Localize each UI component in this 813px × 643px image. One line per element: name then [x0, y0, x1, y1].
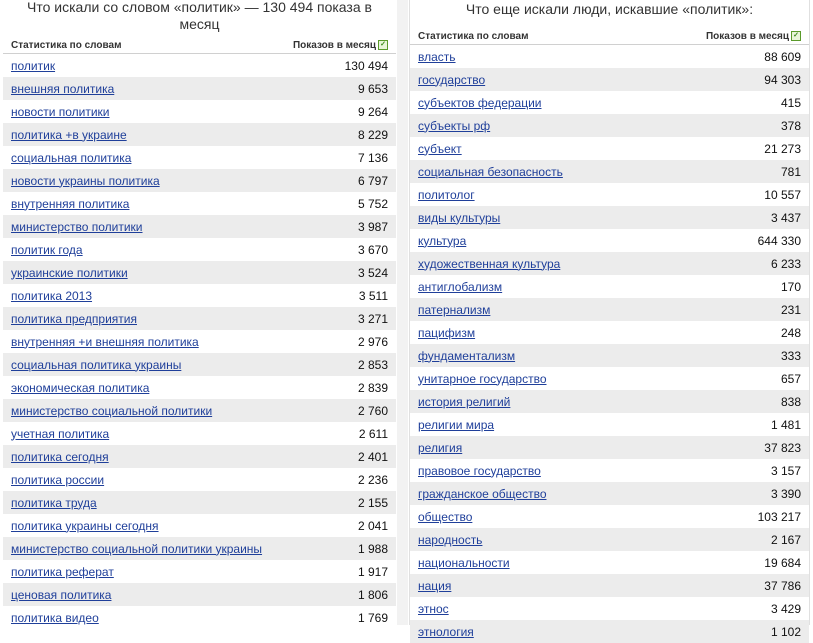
keyword-link[interactable]: художественная культура [418, 256, 561, 271]
keyword-link[interactable]: фундаментализм [418, 348, 516, 363]
impressions-count: 644 330 [757, 233, 801, 248]
keyword-link[interactable]: внутренняя +и внешняя политика [11, 334, 199, 349]
impressions-count: 7 136 [357, 150, 388, 165]
impressions-count: 1 988 [357, 541, 388, 556]
table-row [410, 390, 809, 413]
left-table-header [3, 37, 396, 54]
impressions-count: 781 [780, 164, 801, 179]
checkbox-icon[interactable]: ✓ [378, 40, 388, 50]
table-row [3, 192, 396, 215]
keyword-link[interactable]: политика сегодня [11, 449, 109, 464]
keyword-link[interactable]: власть [418, 49, 456, 64]
keyword-link[interactable]: национальности [418, 555, 510, 570]
impressions-count: 3 429 [770, 601, 801, 616]
table-row [410, 321, 809, 344]
keyword-link[interactable]: внешняя политика [11, 81, 115, 96]
impressions-count: 9 264 [357, 104, 388, 119]
keyword-link[interactable]: политика предприятия [11, 311, 137, 326]
impressions-count: 8 229 [357, 127, 388, 142]
impressions-count: 838 [780, 394, 801, 409]
right-panel [409, 0, 810, 639]
impressions-count: 3 511 [358, 288, 388, 303]
impressions-count: 19 684 [764, 555, 801, 570]
table-row [3, 261, 396, 284]
impressions-count: 6 797 [357, 173, 388, 188]
table-row [3, 353, 396, 376]
impressions-count: 2 611 [358, 426, 388, 441]
table-row [410, 482, 809, 505]
keyword-link[interactable]: политика 2013 [11, 288, 93, 303]
impressions-count: 10 557 [764, 187, 801, 202]
impressions-count: 2 041 [357, 518, 388, 533]
keyword-link[interactable]: политика видео [11, 610, 99, 625]
keyword-link[interactable]: министерство социальной политики [11, 403, 213, 418]
table-row [3, 123, 396, 146]
table-row [410, 620, 809, 643]
keyword-link[interactable]: виды культуры [418, 210, 501, 225]
keyword-link[interactable]: государство [418, 72, 486, 87]
left-panel [3, 0, 396, 625]
table-row [3, 146, 396, 169]
panel-gutter [397, 0, 408, 625]
impressions-count: 3 157 [770, 463, 801, 478]
keyword-link[interactable]: политолог [418, 187, 475, 202]
table-row [410, 45, 809, 68]
keyword-link[interactable]: социальная безопасность [418, 164, 563, 179]
keyword-link[interactable]: учетная политика [11, 426, 110, 441]
keyword-link[interactable]: политика россии [11, 472, 105, 487]
keyword-link[interactable]: культура [418, 233, 467, 248]
impressions-count: 94 303 [764, 72, 801, 87]
table-row [3, 399, 396, 422]
impressions-count: 1 769 [357, 610, 388, 625]
impressions-count: 378 [780, 118, 801, 133]
table-row [3, 491, 396, 514]
impressions-count: 103 217 [757, 509, 801, 524]
table-row [3, 77, 396, 100]
table-row [3, 422, 396, 445]
table-row [410, 574, 809, 597]
table-row [410, 160, 809, 183]
impressions-count: 3 987 [357, 219, 388, 234]
impressions-count: 415 [780, 95, 801, 110]
left-col-word-header: Статистика по словам [11, 40, 122, 51]
table-row [410, 275, 809, 298]
impressions-count: 1 102 [770, 624, 801, 639]
table-row [3, 169, 396, 192]
impressions-count: 88 609 [764, 49, 801, 64]
keyword-link[interactable]: этнология [418, 624, 474, 639]
keyword-link[interactable]: политика украины сегодня [11, 518, 159, 533]
keyword-link[interactable]: министерство социальной политики украины [11, 541, 263, 556]
keyword-link[interactable]: субъекты рф [418, 118, 491, 133]
left-col-count-header: Показов в месяц ✓ [293, 40, 388, 51]
impressions-count: 2 839 [357, 380, 388, 395]
keyword-link[interactable]: религия [418, 440, 463, 455]
table-row [3, 606, 396, 629]
impressions-count: 3 670 [357, 242, 388, 257]
impressions-count: 657 [780, 371, 801, 386]
impressions-count: 37 786 [764, 578, 801, 593]
table-row [410, 298, 809, 321]
impressions-count: 2 167 [770, 532, 801, 547]
table-row [3, 468, 396, 491]
table-row [3, 560, 396, 583]
keyword-link[interactable]: социальная политика [11, 150, 132, 165]
impressions-count: 9 653 [357, 81, 388, 96]
keyword-link[interactable]: внутренняя политика [11, 196, 130, 211]
table-row [410, 413, 809, 436]
table-row [410, 91, 809, 114]
table-row [410, 551, 809, 574]
table-row [410, 505, 809, 528]
impressions-count: 3 271 [357, 311, 388, 326]
keyword-link[interactable]: субъектов федерации [418, 95, 542, 110]
keyword-link[interactable]: социальная политика украины [11, 357, 182, 372]
keyword-link[interactable]: новости политики [11, 104, 110, 119]
checkbox-icon[interactable]: ✓ [791, 31, 801, 41]
keyword-link[interactable]: ценовая политика [11, 587, 112, 602]
right-col-word-header: Статистика по словам [418, 31, 529, 42]
table-row [3, 583, 396, 606]
table-row [3, 100, 396, 123]
table-row [410, 229, 809, 252]
table-row [410, 367, 809, 390]
table-row [3, 514, 396, 537]
keyword-link[interactable]: новости украины политика [11, 173, 160, 188]
impressions-count: 3 524 [357, 265, 388, 280]
keyword-link[interactable]: правовое государство [418, 463, 541, 478]
table-row [3, 54, 396, 77]
impressions-count: 3 437 [770, 210, 801, 225]
table-row [410, 183, 809, 206]
impressions-count: 3 390 [770, 486, 801, 501]
impressions-count: 5 752 [357, 196, 388, 211]
keyword-link[interactable]: антиглобализм [418, 279, 503, 294]
keyword-link[interactable]: политик [11, 58, 56, 73]
impressions-count: 2 853 [357, 357, 388, 372]
table-row [3, 537, 396, 560]
impressions-count: 2 760 [357, 403, 388, 418]
impressions-count: 2 976 [357, 334, 388, 349]
right-col-count-header: Показов в месяц ✓ [706, 31, 801, 42]
impressions-count: 1 917 [357, 564, 388, 579]
impressions-count: 248 [780, 325, 801, 340]
table-row [410, 436, 809, 459]
impressions-count: 2 236 [357, 472, 388, 487]
keyword-link[interactable]: политик года [11, 242, 83, 257]
table-row [3, 445, 396, 468]
table-row [410, 252, 809, 275]
keyword-link[interactable]: пацифизм [418, 325, 476, 340]
keyword-link[interactable]: гражданское общество [418, 486, 547, 501]
table-row [410, 68, 809, 91]
impressions-count: 1 806 [357, 587, 388, 602]
table-row [3, 284, 396, 307]
table-row [3, 307, 396, 330]
impressions-count: 21 273 [764, 141, 801, 156]
keyword-link[interactable]: политика реферат [11, 564, 114, 579]
impressions-count: 170 [780, 279, 801, 294]
keyword-link[interactable]: этнос [418, 601, 449, 616]
right-rows [410, 45, 809, 643]
table-row [3, 330, 396, 353]
left-rows [3, 54, 396, 629]
impressions-count: 231 [780, 302, 801, 317]
impressions-count: 1 481 [770, 417, 801, 432]
table-row [3, 376, 396, 399]
impressions-count: 37 823 [764, 440, 801, 455]
impressions-count: 2 155 [357, 495, 388, 510]
keyword-link[interactable]: украинские политики [11, 265, 128, 280]
keyword-link[interactable]: патернализм [418, 302, 491, 317]
impressions-count: 333 [780, 348, 801, 363]
keyword-link[interactable]: политика труда [11, 495, 97, 510]
table-row [410, 528, 809, 551]
keyword-link[interactable]: история религий [418, 394, 511, 409]
left-panel-title: Что искали со словом «политик» — 130 494 показа в месяц [27, 0, 372, 32]
impressions-count: 6 233 [770, 256, 801, 271]
right-panel-title: Что еще искали люди, искавшие «политик»: [465, 1, 754, 17]
table-row [410, 344, 809, 367]
impressions-count: 2 401 [357, 449, 388, 464]
keyword-link[interactable]: субъект [418, 141, 462, 156]
table-row [3, 238, 396, 261]
keyword-link[interactable]: унитарное государство [418, 371, 547, 386]
table-row [410, 459, 809, 482]
table-row [410, 206, 809, 229]
impressions-count: 130 494 [344, 58, 388, 73]
table-row [3, 215, 396, 238]
table-row [410, 137, 809, 160]
keyword-link[interactable]: религии мира [418, 417, 495, 432]
table-row [410, 114, 809, 137]
keyword-link[interactable]: экономическая политика [11, 380, 150, 395]
right-table-header [410, 28, 809, 45]
keyword-link[interactable]: народность [418, 532, 483, 547]
table-row [410, 597, 809, 620]
keyword-link[interactable]: общество [418, 509, 473, 524]
keyword-link[interactable]: нация [418, 578, 452, 593]
keyword-link[interactable]: министерство политики [11, 219, 143, 234]
keyword-link[interactable]: политика +в украине [11, 127, 127, 142]
